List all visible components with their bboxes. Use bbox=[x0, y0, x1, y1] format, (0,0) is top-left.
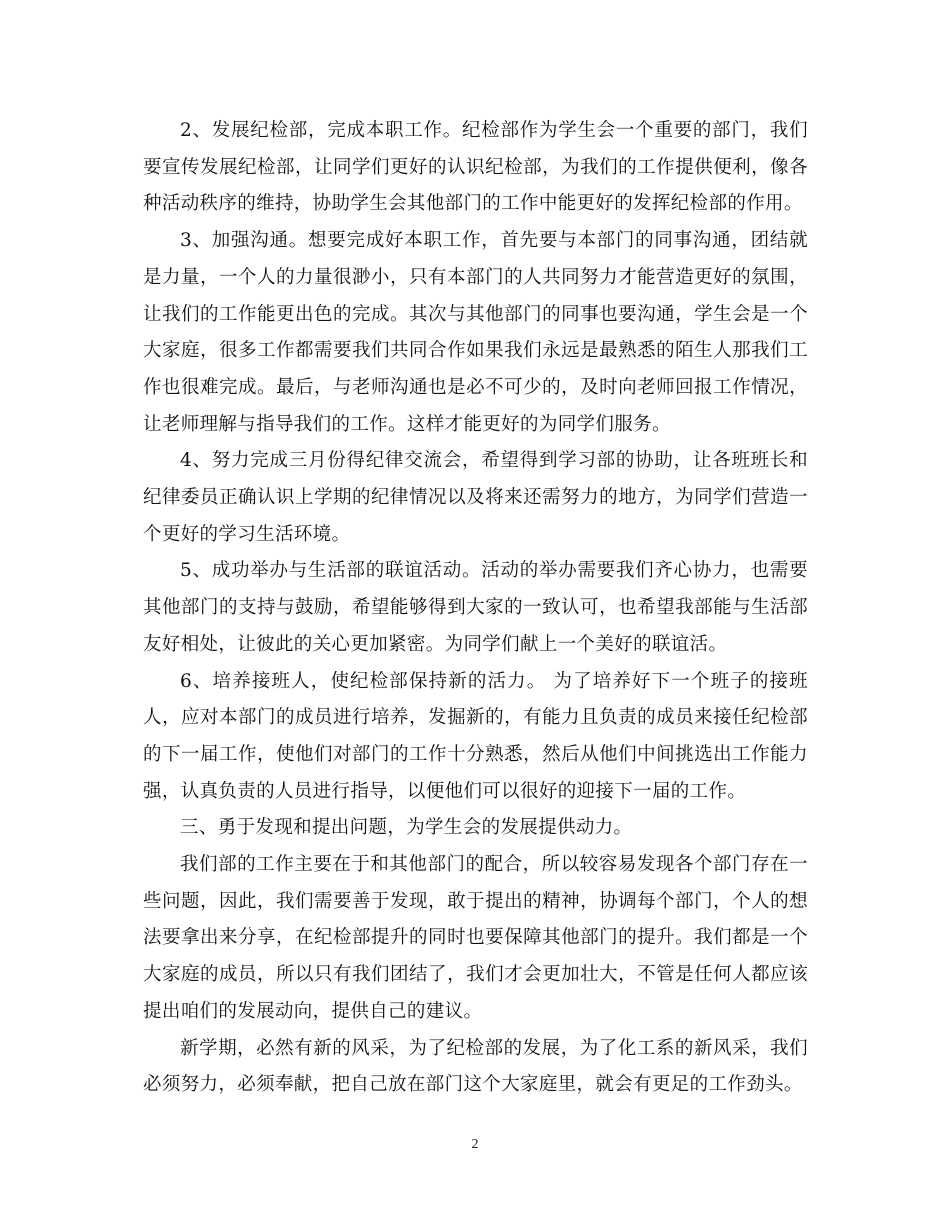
paragraph-cooperation: 我们部的工作主要在于和其他部门的配合，所以较容易发现各个部门存在一些问题，因此，我们需要善于发现，敢于提出的精神，协调每个部门，个人的想法要拿出来分享，在纪检部提升的同时也要保障其他部门的提升。我们都是一个大家庭的成员，所以只有我们团结了，我们才会更加壮大，不管是任何人都应该提出咱们的发展动向，提供自己的建议。 bbox=[143, 854, 808, 1022]
paragraph-item-2: 2、发展纪检部，完成本职工作。纪检部作为学生会一个重要的部门，我们要宣传发展纪检部，让同学们更好的认识纪检部，为我们的工作提供便利，像各种活动秩序的维持，协助学生会其他部门的工作中能更好的发挥纪检部的作用。 bbox=[143, 120, 808, 215]
document-body bbox=[143, 113, 808, 1104]
paragraph-item-6: 6、培养接班人，使纪检部保持新的活力。 为了培养好下一个班子的接班人，应对本部门的成员进行培养，发掘新的，有能力且负责的成员来接任纪检部的下一届工作，使他们对部门的工作十分熟悉，然后从他们中间挑选出工作能力强，认真负责的人员进行指导，以便他们可以很好的迎接下一届的工作。 bbox=[143, 670, 808, 802]
paragraph-item-3: 3、加强沟通。想要完成好本职工作，首先要与本部门的同事沟通，团结就是力量，一个人的力量很渺小，只有本部门的人共同努力才能营造更好的氛围，让我们的工作能更出色的完成。其次与其他部门的同事也要沟通，学生会是一个大家庭，很多工作都需要我们共同合作如果我们永远是最熟悉的陌生人那我们工作也很难完成。最后，与老师沟通也是必不可少的，及时向老师回报工作情况，让老师理解与指导我们的工作。这样才能更好的为同学们服务。 bbox=[143, 230, 808, 435]
paragraph-closing: 新学期，必然有新的风采，为了纪检部的发展，为了化工系的新风采，我们必须努力，必须奉献，把自己放在部门这个大家庭里，就会有更足的工作劲头。 bbox=[143, 1037, 808, 1096]
section-heading-3: 三、勇于发现和提出问题，为学生会的发展提供动力。 bbox=[180, 817, 633, 839]
paragraph-item-4: 4、努力完成三月份得纪律交流会，希望得到学习部的协助，让各班班长和纪律委员正确认识上学期的纪律情况以及将来还需努力的地方，为同学们营造一个更好的学习生活环境。 bbox=[143, 450, 808, 545]
page-number: 2 bbox=[471, 1137, 479, 1152]
paragraph-item-5: 5、成功举办与生活部的联谊活动。活动的举办需要我们齐心协力，也需要其他部门的支持与鼓励，希望能够得到大家的一致认可，也希望我部能与生活部友好相处，让彼此的关心更加紧密。为同学们献上一个美好的联谊活。 bbox=[143, 560, 808, 655]
